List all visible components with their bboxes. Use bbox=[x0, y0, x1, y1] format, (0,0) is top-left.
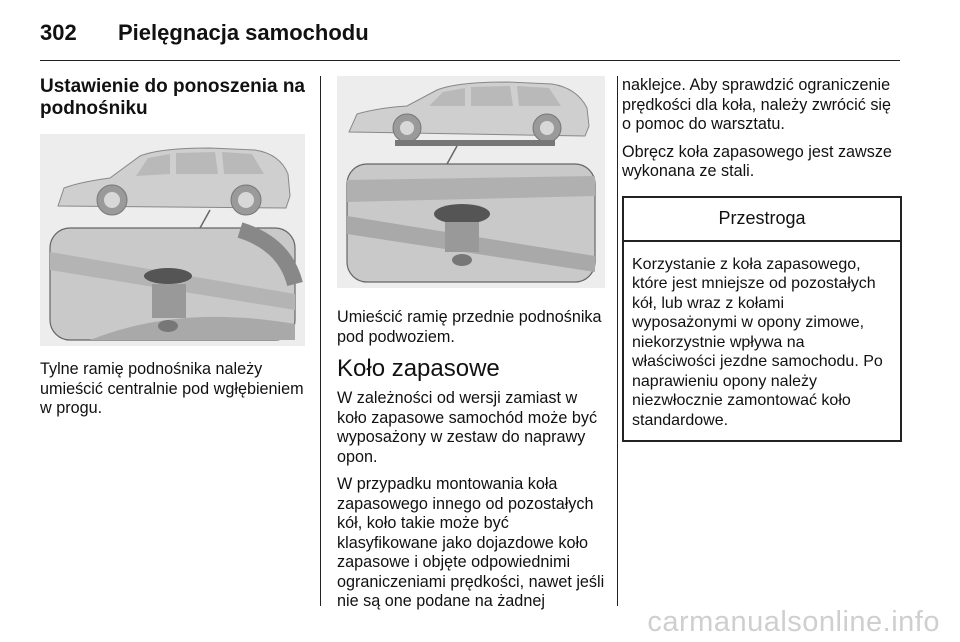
front-jack-caption: Umieścić ramię przednie podnośnika pod podwoziem. bbox=[337, 308, 602, 346]
section-title-spare-wheel: Koło zapasowe bbox=[337, 355, 500, 382]
page-number: 302 bbox=[40, 20, 77, 45]
front-jack-figure bbox=[337, 76, 605, 288]
caution-box bbox=[622, 196, 902, 443]
column-divider-1 bbox=[320, 76, 321, 606]
spare-wheel-paragraph-3: naklejce. Aby sprawdzić ograniczenie prędkości dla koła, należy zwrócić się o pomoc do warsztatu. bbox=[622, 76, 892, 133]
caution-text: Korzystanie z koła zapasowego, które jest mniejsze od pozostałych kół, lub wraz z kołami wyposażonymi w opony zimowe, niekorzystnie wpływa na właściwości jezdne samochodu. Po naprawieniu opony należy niezwłocznie zamontować koło standardowe. bbox=[632, 255, 883, 429]
page-title: Pielęgnacja samochodu bbox=[118, 20, 369, 45]
subheading-jack-position: Ustawienie do ponoszenia na podnośniku bbox=[40, 76, 305, 119]
spare-wheel-paragraph-2: W przypadku montowania koła zapasowego innego od pozostałych kół, koło takie może być klasyfikowane jako dojazdowe koło zapasowe i objęte odpowiednimi ograniczeniami prędkości, nawet jeśli nie są one podane na żadnej bbox=[337, 475, 605, 610]
column-divider-2 bbox=[617, 76, 618, 606]
front-jack-illustration bbox=[337, 76, 605, 288]
rear-jack-figure bbox=[40, 134, 305, 346]
column-1 bbox=[40, 76, 305, 427]
spare-wheel-paragraph-1: W zależności od wersji zamiast w koło zapasowe samochód może być wyposażony w zestaw do naprawy opon. bbox=[337, 389, 598, 466]
rear-jack-caption: Tylne ramię podnośnika należy umieścić centralnie pod wgłębieniem w progu. bbox=[40, 360, 304, 417]
caution-title: Przestroga bbox=[624, 198, 900, 242]
column-3 bbox=[622, 76, 902, 442]
spare-wheel-paragraph-4: Obręcz koła zapasowego jest zawsze wykonana ze stali. bbox=[622, 142, 892, 180]
page-header bbox=[40, 16, 900, 61]
rear-jack-illustration bbox=[40, 134, 305, 346]
watermark: carmanualsonline.info bbox=[647, 606, 940, 638]
column-2 bbox=[337, 76, 605, 620]
